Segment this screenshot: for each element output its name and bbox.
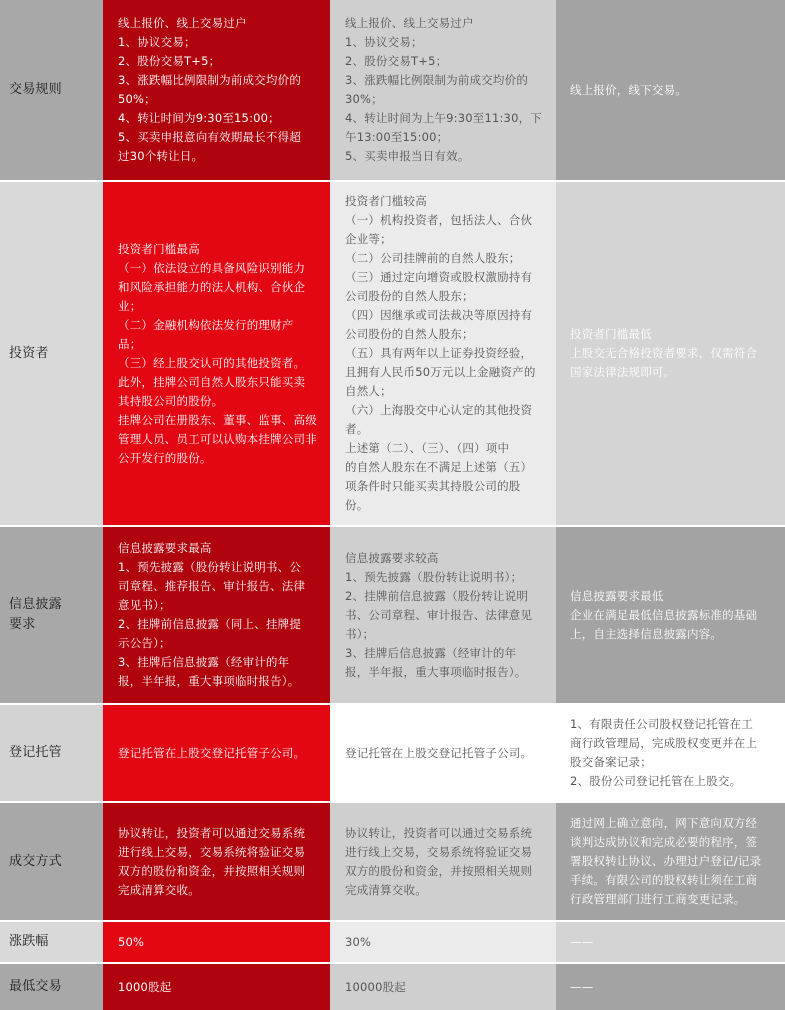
text-line: 1、协议交易； [345, 35, 423, 49]
text-line: 完成清算交收。 [345, 882, 427, 897]
text-line: （一）依法设立的具备风险识别能力 [118, 260, 306, 275]
text-line: 公司股份的自然人股东； [345, 327, 474, 341]
text-line: 信息披露要求最低 [570, 588, 664, 603]
tier3-cell [556, 964, 785, 1010]
tier3-cell [556, 705, 785, 801]
text-line: 进行线上交易，交易系统将验证交易 [118, 844, 306, 859]
text-line: 线上报价，线下交易。 [570, 82, 687, 97]
text-line: 30% [345, 934, 372, 949]
text-line: 登记托管在上股交登记托管子公司。 [345, 745, 533, 760]
text-line: 5、买卖申报当日有效。 [345, 149, 470, 163]
text-line: （五）具有两年以上证券投资经验， [345, 346, 533, 360]
text-line: 信息披露要求较高 [345, 550, 439, 565]
text-line: 5、买卖申报意向有效期最长不得超 [118, 130, 302, 144]
text-line: 信息披露要求最高 [118, 541, 212, 555]
tier3-cell [556, 182, 785, 525]
text-line: 其持股公司的股份。 [118, 393, 224, 408]
text-line: 挂牌公司在册股东、董事、监事、高级 [118, 412, 317, 427]
text-line: 上，自主选择信息披露内容。 [570, 626, 723, 641]
row-label [0, 964, 103, 1010]
row-trading-rules [0, 0, 785, 180]
text-line: （三）经上股交认可的其他投资者。 [118, 355, 306, 370]
text-line: 书）； [345, 626, 375, 641]
text-line: 2、股份公司登记托管在上股交。 [570, 774, 742, 788]
tier2-cell [330, 527, 556, 703]
text-line: 2、挂牌前信息披露（股份转让说明 [345, 588, 529, 603]
tier1-cell [103, 803, 330, 920]
text-line: 1、有限责任公司股权登记托管在工 [570, 717, 754, 731]
text-line: 上述第（二）、（三）、（四）项中 [345, 441, 510, 455]
row-label [0, 922, 103, 962]
row-disclosure [0, 527, 785, 703]
text-line: 公开发行的股份。 [118, 450, 212, 465]
tier3-cell [556, 803, 785, 920]
row-investors [0, 182, 785, 525]
text-line: 手续。有限公司的股权转让须在工商 [570, 873, 758, 887]
text-line: 1、协议交易； [118, 35, 196, 49]
text-line: 3、涨跌幅比例限制为前成交均价的 [118, 73, 302, 87]
text-line: （二）公司挂牌前的自然人股东； [345, 251, 521, 265]
text-line: 过30个转让日。 [118, 149, 204, 163]
text-line: 通过网上确立意向，网下意向双方经 [570, 816, 758, 830]
text-line: 进行线上交易，交易系统将验证交易 [345, 844, 533, 859]
label-line: 投资者 [9, 345, 49, 361]
tier1-cell [103, 964, 330, 1010]
text-line: 业； [118, 298, 142, 313]
label-line: 最低交易 [9, 979, 62, 994]
text-line: 投资者门槛较高 [345, 194, 427, 208]
text-line: 投资者门槛最低 [570, 327, 652, 341]
text-line: 署股权转让协议、办理过户登记/记录 [570, 854, 762, 868]
tier2-cell [330, 803, 556, 920]
tier2-cell [330, 705, 556, 801]
text-line: 公司股份的自然人股东； [345, 289, 474, 303]
tier1-cell [103, 0, 330, 180]
label-line: 信息披露 [9, 597, 62, 612]
row-price-limit [0, 922, 785, 962]
text-line: （二）金融机构依法发行的理财产 [118, 317, 294, 332]
tier1-cell [103, 705, 330, 801]
text-line: 谈判达成协议和完成必要的程序，签 [570, 835, 758, 849]
text-line: 3、涨跌幅比例限制为前成交均价的 [345, 73, 529, 87]
text-line: —— [570, 934, 594, 949]
text-line: 份。 [345, 498, 369, 512]
text-line: 意见书）； [118, 598, 171, 612]
text-line: 50%； [118, 92, 156, 106]
label-line: 成交方式 [9, 853, 62, 869]
text-line: 自然人； [345, 384, 392, 398]
tier3-cell [556, 0, 785, 180]
text-line: 双方的股份和资金，并按照相关规则 [118, 863, 306, 878]
text-line: 午13:00至15:00； [345, 130, 449, 144]
label-line: 交易规则 [9, 82, 62, 97]
row-settlement [0, 803, 785, 920]
tier2-cell [330, 922, 556, 962]
label-line: 登记托管 [9, 745, 62, 760]
row-label [0, 182, 103, 525]
tier3-cell [556, 527, 785, 703]
text-line: 完成清算交收。 [118, 882, 200, 897]
text-line: 2、挂牌前信息披露（同上、挂牌提 [118, 617, 302, 631]
text-line: 2、股份交易T+5； [345, 54, 448, 68]
text-line: 投资者门槛最高 [118, 241, 200, 256]
text-line: 商行政管理局，完成股权变更并在上 [570, 736, 758, 750]
text-line: 者。 [345, 422, 369, 436]
text-line: 行政管理部门进行工商变更记录。 [570, 892, 746, 906]
text-line: 3、挂牌后信息披露（经审计的年 [345, 645, 517, 660]
row-label [0, 803, 103, 920]
text-line: 2、股份交易T+5； [118, 54, 221, 68]
tier1-cell [103, 922, 330, 962]
text-line: 双方的股份和资金，并按照相关规则 [345, 863, 533, 878]
text-line: 报，半年报，重大事项临时报告）。 [118, 674, 300, 688]
text-line: （六）上海股交中心认定的其他投资 [345, 403, 533, 417]
text-line: 企业在满足最低信息披露标准的基础 [570, 607, 758, 622]
tier2-cell [330, 0, 556, 180]
text-line: 企业等； [345, 232, 392, 246]
text-line: 上股交无合格投资者要求，仅需符合 [570, 346, 758, 360]
row-label [0, 705, 103, 801]
text-line: 线上报价、线上交易过户 [118, 16, 247, 30]
text-line: 国家法律法规即可。 [570, 365, 676, 379]
text-line: （一）机构投资者，包括法人、合伙 [345, 213, 533, 227]
text-line: 协议转让，投资者可以通过交易系统 [345, 825, 533, 840]
text-line: 书、公司章程、审计报告、法律意见 [345, 607, 533, 622]
text-line: （四）因继承或司法裁决等原因持有 [345, 308, 533, 322]
text-line: 1、预先披露（股份转让说明书）； [345, 569, 523, 584]
text-line: 50% [118, 934, 145, 949]
text-line: 线上报价、线上交易过户 [345, 16, 474, 30]
text-line: 3、挂牌后信息披露（经审计的年 [118, 655, 290, 669]
row-label [0, 527, 103, 703]
text-line: 10000股起 [345, 979, 406, 994]
row-custody [0, 705, 785, 801]
text-line: 品； [118, 336, 142, 351]
text-line: 的自然人股东在不满足上述第（五） [345, 460, 533, 474]
text-line: 4、转让时间为9:30至15:00； [118, 111, 280, 125]
label-line: 要求 [9, 617, 36, 632]
row-min-trade [0, 964, 785, 1010]
text-line: 股交备案记录； [570, 755, 652, 769]
text-line: 登记托管在上股交登记托管子公司。 [118, 745, 306, 760]
tier3-cell [556, 922, 785, 962]
text-line: （三）通过定向增资或股权激励持有 [345, 270, 533, 284]
text-line: 1000股起 [118, 979, 172, 994]
text-line: 项条件时只能买卖其持股公司的股 [345, 479, 521, 493]
row-label [0, 0, 103, 180]
text-line: 30%； [345, 92, 383, 106]
tier2-cell [330, 964, 556, 1010]
text-line: 4、转让时间为上午9:30至11:30，下 [345, 111, 542, 125]
text-line: 1、预先披露（股份转让说明书、公 [118, 560, 302, 574]
text-line: 且拥有人民币50万元以上金融资产的 [345, 365, 536, 379]
text-line: 管理人员、员工可以认购本挂牌公司非 [118, 431, 317, 446]
tier2-cell [330, 182, 556, 525]
tier1-cell [103, 182, 330, 525]
text-line: 示公告）； [118, 636, 171, 650]
text-line: 司章程、推荐报告、审计报告、法律 [118, 579, 306, 593]
text-line: 和风险承担能力的法人机构、合伙企 [118, 279, 306, 294]
text-line: 协议转让，投资者可以通过交易系统 [118, 825, 306, 840]
label-line: 涨跌幅 [9, 934, 49, 949]
tier1-cell [103, 527, 330, 703]
text-line: 此外，挂牌公司自然人股东只能买卖 [118, 374, 306, 389]
text-line: —— [570, 979, 594, 994]
text-line: 报，半年报，重大事项临时报告）。 [345, 664, 527, 679]
